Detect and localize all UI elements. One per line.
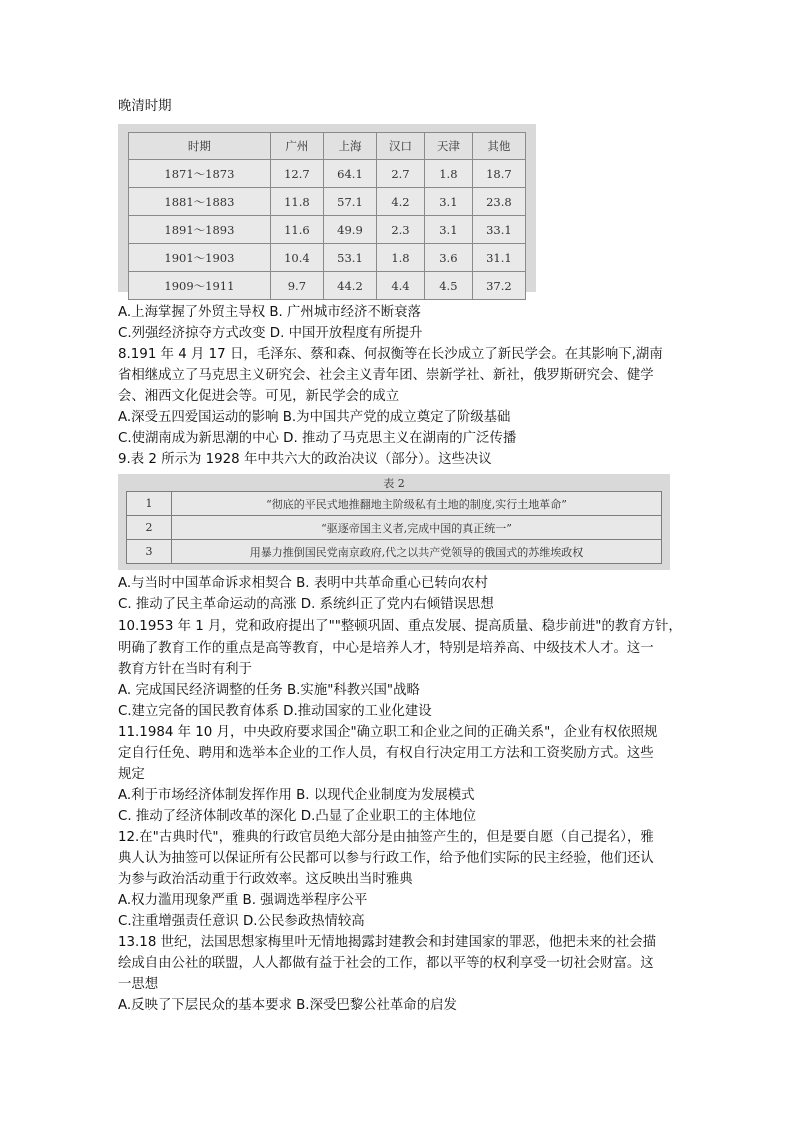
table-cell: 1.8 (424, 160, 472, 188)
table-cell: 33.1 (472, 216, 525, 244)
q9-option-line-cd: C. 推动了民主革命运动的高涨 D. 系统纠正了党内右倾错误思想 (118, 597, 494, 612)
q9-option-line-ab: A.与当时中国革命诉求相契合 B. 表明中共革命重心已转向农村 (118, 576, 488, 591)
table-header-row (129, 133, 526, 160)
resolution-table-image (118, 474, 670, 570)
resolution-table (126, 491, 662, 564)
table-cell-number: 1 (127, 492, 172, 516)
table-cell-number: 3 (127, 540, 172, 564)
table-cell: 9.7 (270, 272, 323, 300)
table-header-cell: 时期 (129, 133, 271, 160)
q11-option-line-cd: C. 推动了经济体制改革的深化 D.凸显了企业职工的主体地位 (118, 809, 477, 824)
table-cell: 1.8 (377, 244, 425, 272)
table-row (129, 160, 526, 188)
q13-stem-line-3: 一思想 (118, 977, 159, 992)
q10-stem-line-1: 10.1953 年 1 月，党和政府提出了""整顿巩固、重点发展、提高质量、稳步前进"的教育方针， (118, 619, 682, 634)
table-cell: 3.6 (424, 244, 472, 272)
table-cell: 31.1 (472, 244, 525, 272)
table-cell: 3.1 (424, 216, 472, 244)
q8-option-line-cd: C.使湖南成为新思潮的中心 D. 推动了马克思主义在湖南的广泛传播 (118, 431, 517, 446)
table-cell: 2.3 (377, 216, 425, 244)
table-cell: 1901～1903 (129, 244, 271, 272)
table-cell: 4.2 (377, 188, 425, 216)
q10-option-line-ab: A. 完成国民经济调整的任务 B.实施"科教兴国"战略 (118, 683, 420, 698)
table-row (127, 540, 662, 564)
trade-share-table-image (118, 124, 536, 292)
table-row (129, 216, 526, 244)
q11-stem-line-1: 11.1984 年 10 月，中央政府要求国企"确立职工和企业之间的正确关系"，企业有权依照规 (118, 725, 658, 740)
table-header-cell: 汉口 (377, 133, 425, 160)
table-cell: 用暴力推倒国民党南京政府,代之以共产党领导的俄国式的苏维埃政权 (172, 540, 662, 564)
table-cell: 11.8 (270, 188, 323, 216)
table-header-cell: 其他 (472, 133, 525, 160)
table-cell: “彻底的平民式地推翻地主阶级私有土地的制度,实行土地革命” (172, 492, 662, 516)
table-cell: 10.4 (270, 244, 323, 272)
table-cell: 53.1 (323, 244, 376, 272)
q12-option-line-cd: C.注重增强责任意识 D.公民参政热情较高 (118, 914, 365, 929)
table-cell: 18.7 (472, 160, 525, 188)
trade-share-table (128, 132, 526, 300)
table-cell: 3.1 (424, 188, 472, 216)
q7-option-line-cd: C.列强经济掠夺方式改变 D. 中国开放程度有所提升 (118, 326, 423, 341)
q8-stem-line-3: 会、湘西文化促进会等。可见，新民学会的成立 (118, 389, 400, 404)
table-cell: 44.2 (323, 272, 376, 300)
table-header-cell: 天津 (424, 133, 472, 160)
q13-stem-line-1: 13.18 世纪，法国思想家梅里叶无情地揭露封建教会和封建国家的罪恶，他把未来的社会描 (118, 935, 657, 950)
table-cell: 1909～1911 (129, 272, 271, 300)
table-cell: 4.4 (377, 272, 425, 300)
q9-stem: 9.表 2 所示为 1928 年中共六大的政治决议（部分）。这些决议 (118, 452, 492, 467)
table-cell: 23.8 (472, 188, 525, 216)
table-cell: 2.7 (377, 160, 425, 188)
table-cell: 11.6 (270, 216, 323, 244)
table-row (129, 188, 526, 216)
q12-stem-line-3: 为参与政治活动重于行政效率。这反映出当时雅典 (118, 872, 413, 887)
table-cell: 49.9 (323, 216, 376, 244)
table-row (127, 492, 662, 516)
q10-stem-line-2: 明确了教育工作的重点是高等教育，中心是培养人才，特别是培养高、中级技术人才。这一 (118, 641, 654, 656)
table-header-cell: 广州 (270, 133, 323, 160)
q12-stem-line-2: 典人认为抽签可以保证所有公民都可以参与行政工作，给予他们实际的民主经验，他们还认 (118, 851, 654, 866)
q13-stem-line-2: 绘成自由公社的联盟，人人都做有益于社会的工作，都以平等的权利享受一切社会财富。这 (118, 956, 654, 971)
table-cell: 37.2 (472, 272, 525, 300)
table-cell-number: 2 (127, 516, 172, 540)
table-row (129, 244, 526, 272)
q8-option-line-ab: A.深受五四爱国运动的影响 B.为中国共产党的成立奠定了阶级基础 (118, 410, 511, 425)
q13-option-line-ab: A.反映了下层民众的基本要求 B.深受巴黎公社革命的启发 (118, 998, 457, 1013)
table-cell: 1891～1893 (129, 216, 271, 244)
q11-stem-line-2: 定自行任免、聘用和选举本企业的工作人员，有权自行决定用工方法和工资奖励方式。这些 (118, 746, 654, 761)
table-cell: “驱逐帝国主义者,完成中国的真正统一” (172, 516, 662, 540)
table-caption: 表 2 (383, 477, 405, 490)
table-cell: 57.1 (323, 188, 376, 216)
table-cell: 64.1 (323, 160, 376, 188)
q7-option-line-ab: A.上海掌握了外贸主导权 B. 广州城市经济不断衰落 (118, 305, 421, 320)
table-cell: 1881～1883 (129, 188, 271, 216)
section-intro: 晚清时期 (118, 99, 172, 114)
q11-stem-line-3: 规定 (118, 767, 145, 782)
table-row (127, 516, 662, 540)
q10-option-line-cd: C.建立完备的国民教育体系 D.推动国家的工业化建设 (118, 704, 432, 719)
q10-stem-line-3: 教育方针在当时有利于 (118, 662, 252, 677)
table-row (129, 272, 526, 300)
q12-stem-line-1: 12.在"古典时代"，雅典的行政官员绝大部分是由抽签产生的，但是要自愿（自己提名），雅 (118, 830, 654, 845)
table-cell: 1871～1873 (129, 160, 271, 188)
q11-option-line-ab: A.利于市场经济体制发挥作用 B. 以现代企业制度为发展模式 (118, 788, 475, 803)
q12-option-line-ab: A.权力滥用现象严重 B. 强调选举程序公平 (118, 893, 368, 908)
table-cell: 12.7 (270, 160, 323, 188)
table-cell: 4.5 (424, 272, 472, 300)
q8-stem-line-2: 省相继成立了马克思主义研究会、社会主义青年团、崇新学社、新社，俄罗斯研究会、健学 (118, 368, 654, 383)
table-header-cell: 上海 (323, 133, 376, 160)
q8-stem-line-1: 8.191 年 4 月 17 日，毛泽东、蔡和森、何叔衡等在长沙成立了新民学会。在其影响下,湖南 (118, 347, 663, 362)
